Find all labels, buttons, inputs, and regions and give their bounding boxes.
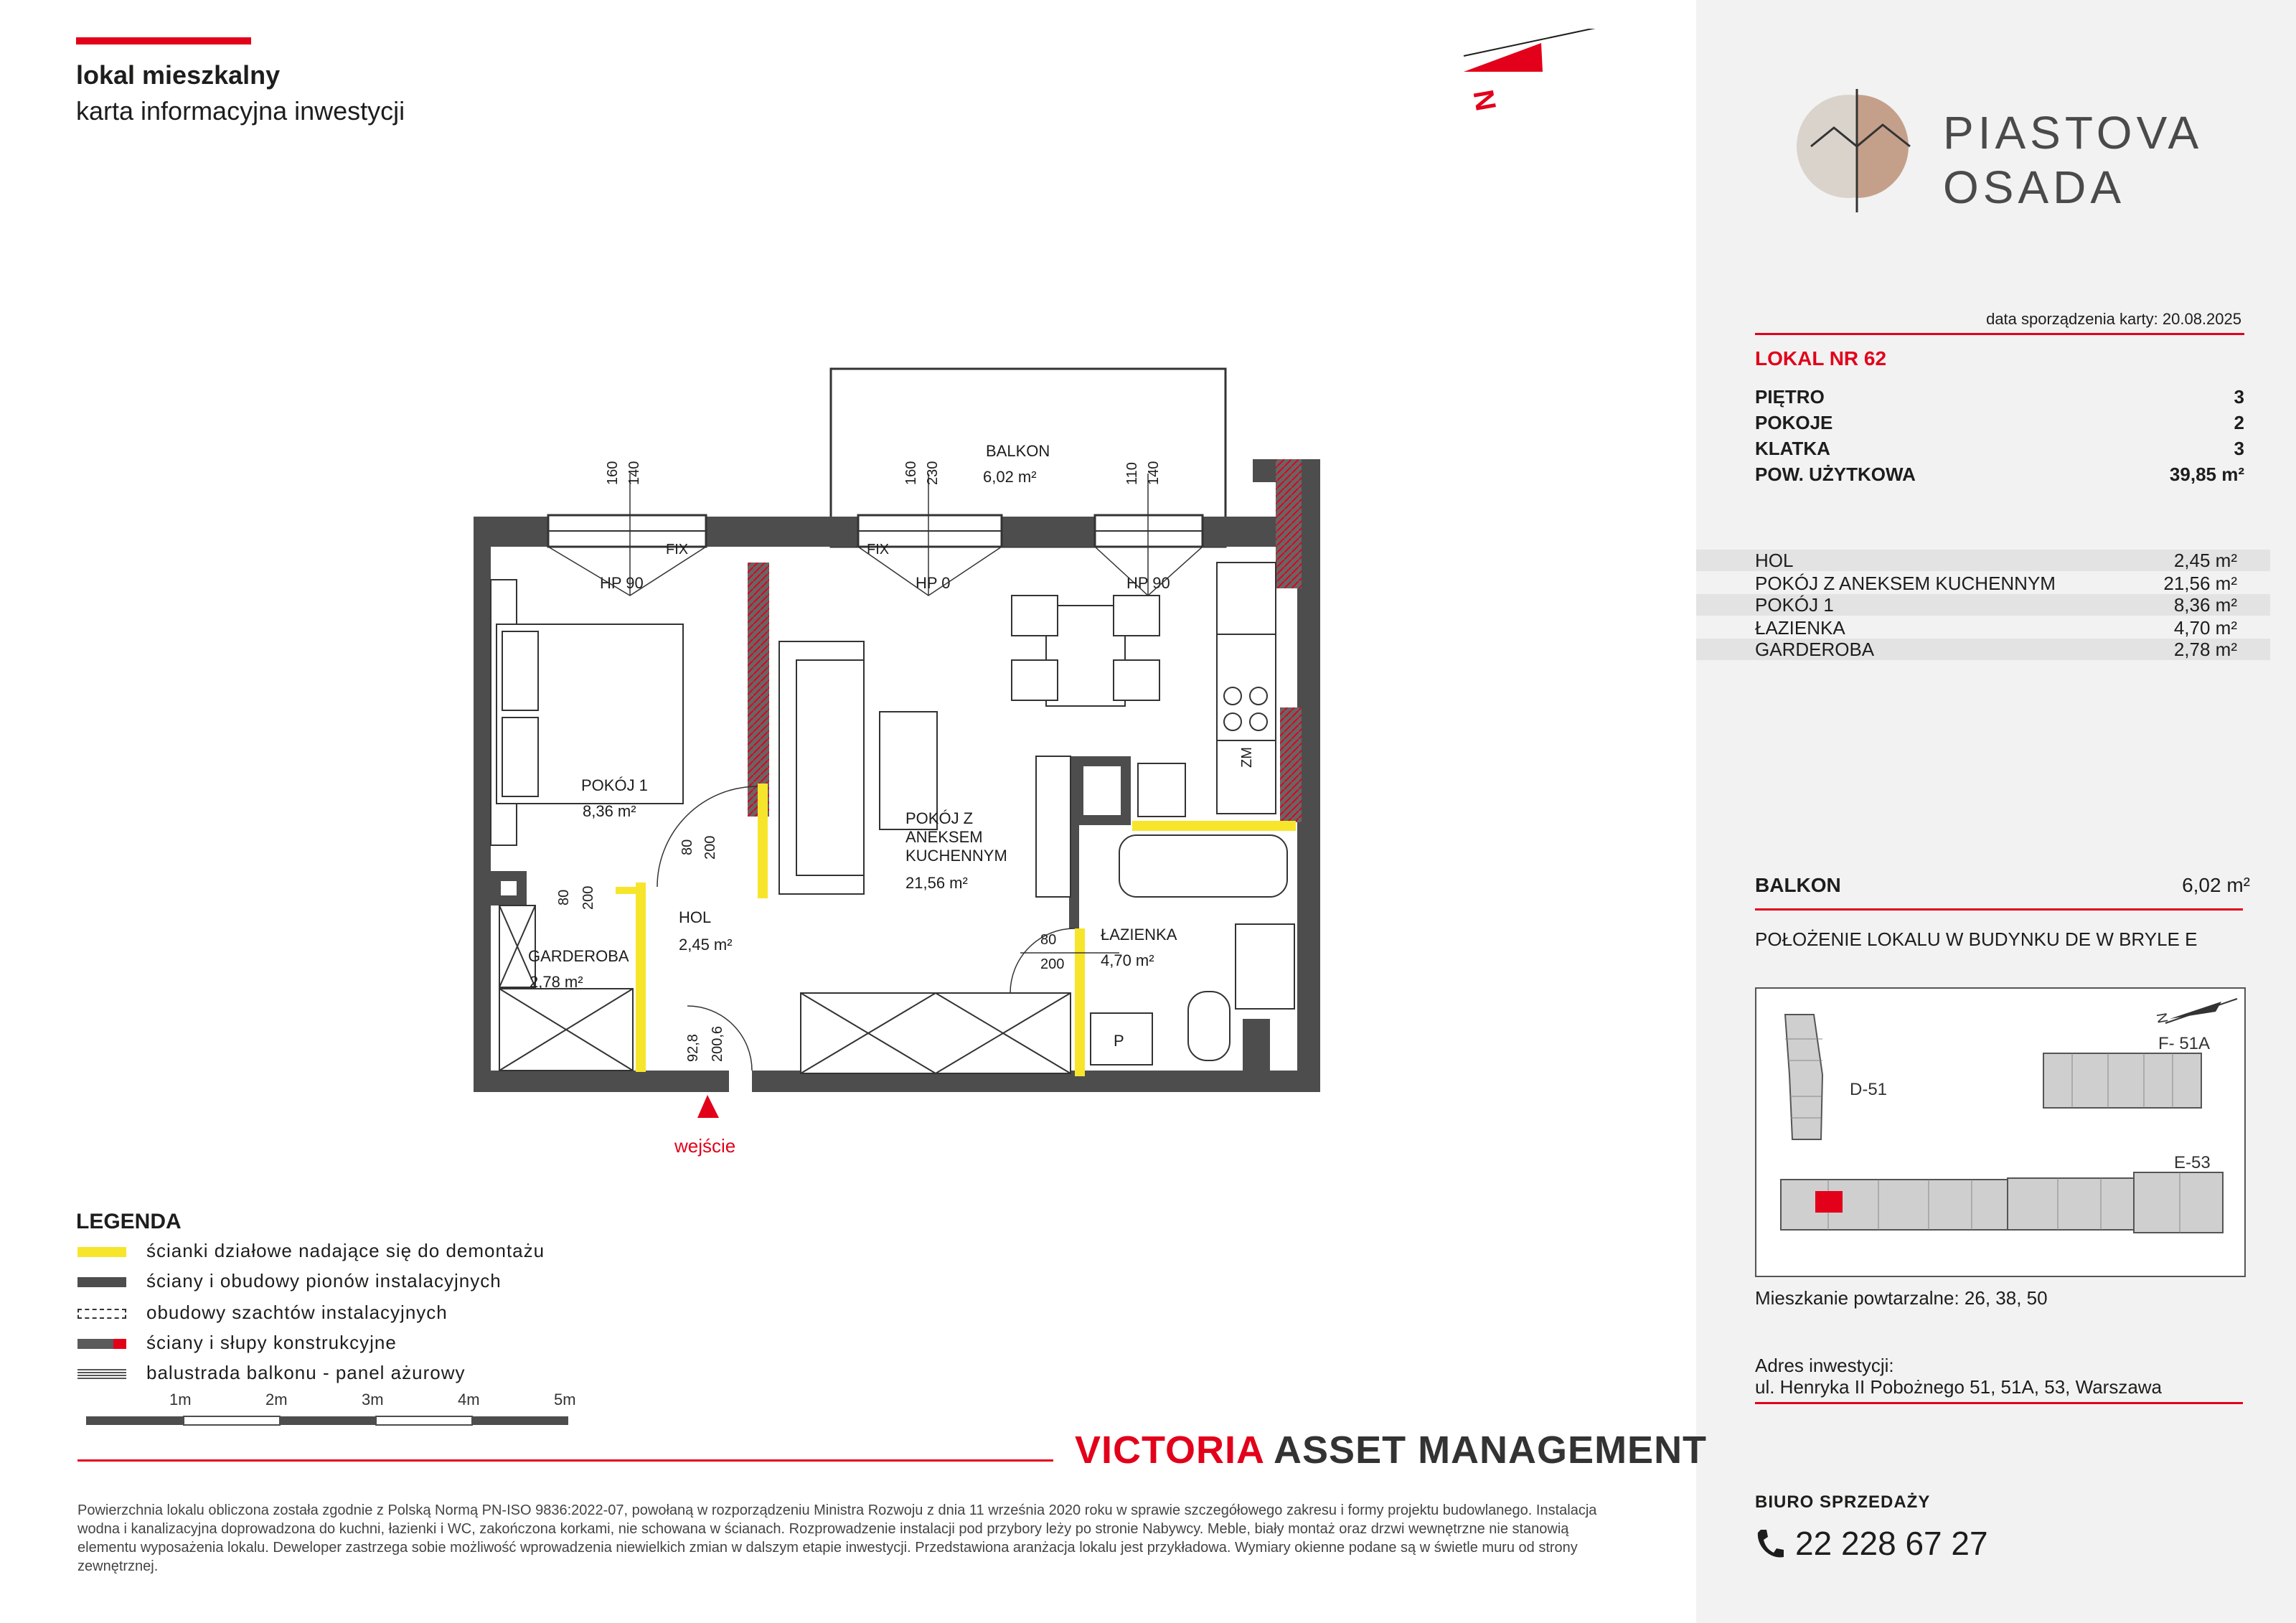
legend-swatch-structural [77,1339,126,1349]
site-plan-minimap [1755,987,2246,1277]
plan-balcony-name: BALKON [986,442,1050,460]
area-garderoba: 2,78 m² [530,973,583,991]
north-label: N [1467,87,1503,113]
door-laz-w: 80 [1040,932,1057,948]
brand-logo [1794,86,2203,219]
area-label: POW. UŻYTKOWA [1755,464,1916,485]
room-row: GARDEROBA 2,78 m² [1696,639,2270,660]
room-row: ŁAZIENKA 4,70 m² [1755,617,2237,639]
divider [1755,1402,2243,1404]
rooms-label: POKOJE [1755,412,1833,433]
legend-swatch-removable [77,1247,126,1257]
legend-swatch-balustrade [77,1369,126,1379]
legend-swatch-installation [77,1277,126,1287]
label-pokoj1: POKÓJ 1 [581,776,648,794]
svg-text:3m: 3m [362,1391,384,1408]
zm-label: ZM [1239,747,1255,768]
document-subtitle: karta informacyjna inwestycji [76,96,405,126]
window-1-bottom: 140 [626,461,642,485]
area-hol: 2,45 m² [679,936,733,954]
minimap-label-d51: D-51 [1850,1080,1888,1099]
scale-bar [86,1389,588,1436]
window-2-top: 160 [903,461,919,485]
window-1-fix: FIX [666,542,689,558]
window-3 [1095,461,1203,596]
washbasin [1236,924,1294,1009]
entrance-arrow-icon [697,1095,719,1118]
chair-icon [1012,660,1058,700]
plan-balcony-area: 6,02 m² [983,468,1037,486]
svg-text:N: N [2154,1011,2172,1025]
label-living-1: POKÓJ Z [905,809,974,827]
svg-text:2m: 2m [265,1391,288,1408]
company-word1: VICTORIA [1075,1429,1264,1472]
minimap-label-f51a: F- 51A [2158,1034,2211,1053]
window-1-top: 160 [605,461,621,485]
balcony-area: 6,02 m² [2182,874,2250,896]
address-label: Adres inwestycji: [1755,1355,1894,1376]
area-lazienka: 4,70 m² [1101,951,1154,969]
stair-value: 3 [2234,438,2244,459]
company-word2: ASSET MANAGEMENT [1274,1429,1708,1472]
footer-rule [77,1459,1053,1462]
pillow-icon [502,631,538,710]
window-1 [548,461,706,596]
label-hol: HOL [679,908,712,926]
p-label: P [1114,1032,1124,1050]
legend-swatch-shaft [77,1309,126,1319]
location-title: POŁOŻENIE LOKALU W BUDYNKU DE W BRYLE E [1755,928,2198,950]
svg-text:4m: 4m [458,1391,480,1408]
label-lazienka: ŁAZIENKA [1101,926,1177,944]
door-gard-h: 200 [580,885,596,910]
label-living-2: ANEKSEM [905,828,983,846]
brand-name-line1: PIASTOVA [1943,107,2203,159]
svg-text:1m: 1m [169,1391,192,1408]
fridge [1217,563,1276,634]
repeat-units: Mieszkanie powtarzalne: 26, 38, 50 [1755,1287,2048,1309]
door-entry-w: 92,8 [685,1034,701,1062]
pillow-icon [502,718,538,796]
door-hol-h: 200 [702,835,718,860]
north-arrow-icon [1464,29,1618,113]
disclaimer: Powierzchnia lokalu obliczona została zgodnie z Polską Normą PN-ISO 9836:2022-07, powołaną w rozporządzeniu Ministra Rozwoju z dnia 11 września 2020 roku w sprawie szczegółowego zakresu i formy projektu budowlanego. Instalacja wodna i kanalizacyjna doprowadzona do kuchni, łazienki i WC, zakończona korkami, nie schowana w ścianach. Rozprowadzenie instalacji pod przybory leży po stronie Nabywcy. Meble, biały montaż oraz drzwi wewnętrzne nie stanowią elementu wyposażenia lokalu. Deweloper zastrzega sobie możliwość wprowadzenia niewielkich zmian w dalszym etapie inwestycji. Przedstawiona aranżacja lokalu jest przykładowa. Wymiary okienne podane są w świetle muru od strony zewnętrznej. [77,1502,1597,1574]
minimap-north-icon [2154,999,2237,1025]
door-gard-w: 80 [556,889,572,905]
document-title: lokal mieszkalny [76,60,281,90]
room-row: POKÓJ Z ANEKSEM KUCHENNYM 21,56 m² [1755,573,2237,594]
area-pokoj1: 8,36 m² [583,802,636,820]
entrance-label: wejście [674,1135,736,1157]
room-row: HOL 2,45 m² [1696,550,2270,571]
address-value: ul. Henryka II Pobożnego 51, 51A, 53, Warszawa [1755,1376,2163,1398]
window-2-bottom: 230 [925,461,941,485]
logo-mark-icon [1794,86,1923,215]
phone-number[interactable]: 22 228 67 27 [1795,1525,1988,1562]
header-accent-bar [76,37,251,44]
window-2-fix: FIX [867,542,890,558]
floor-value: 3 [2234,386,2244,408]
divider [1755,908,2243,911]
rooms-value: 2 [2234,412,2244,433]
window-3-top: 110 [1124,462,1140,485]
minimap-label-e53: E-53 [2174,1153,2211,1172]
company-logo [1075,1428,1707,1472]
label-garderoba: GARDEROBA [528,947,629,965]
door-entry-h: 200,6 [710,1025,725,1062]
area-value: 39,85 m² [2169,464,2244,485]
phone-icon [1755,1528,1784,1560]
balcony-label: BALKON [1755,874,1841,896]
door-laz-h: 200 [1040,956,1065,972]
card-date: data sporządzenia karty: 20.08.2025 [1986,310,2241,328]
window-3-bottom: 140 [1146,461,1162,485]
room-row: POKÓJ 1 8,36 m² [1696,594,2270,616]
window-2 [858,461,1002,596]
toilet-icon [1188,992,1230,1060]
divider [1755,333,2244,335]
floor-label: PIĘTRO [1755,386,1825,408]
bathtub [1119,835,1287,897]
door-hol-w: 80 [679,839,695,855]
brand-name-line2: OSADA [1943,161,2126,213]
svg-text:5m: 5m [554,1391,576,1408]
window-1-opening: HP 90 [600,574,644,592]
unit-number: LOKAL NR 62 [1755,347,1887,370]
legend-title: LEGENDA [76,1210,182,1233]
floor-plan [402,29,1622,1191]
sales-office-label: BIURO SPRZEDAŻY [1755,1492,1931,1512]
washer-icon [1138,763,1185,817]
window-2-opening: HP 0 [916,574,951,592]
chair-icon [1114,660,1159,700]
chair-icon [1012,596,1058,636]
cabinet [1036,756,1071,897]
area-living: 21,56 m² [905,874,968,892]
chair-icon [1114,596,1159,636]
wardrobe-living [801,993,1071,1073]
window-3-opening: HP 90 [1126,574,1170,592]
label-living-3: KUCHENNYM [905,847,1007,865]
stair-label: KLATKA [1755,438,1830,459]
